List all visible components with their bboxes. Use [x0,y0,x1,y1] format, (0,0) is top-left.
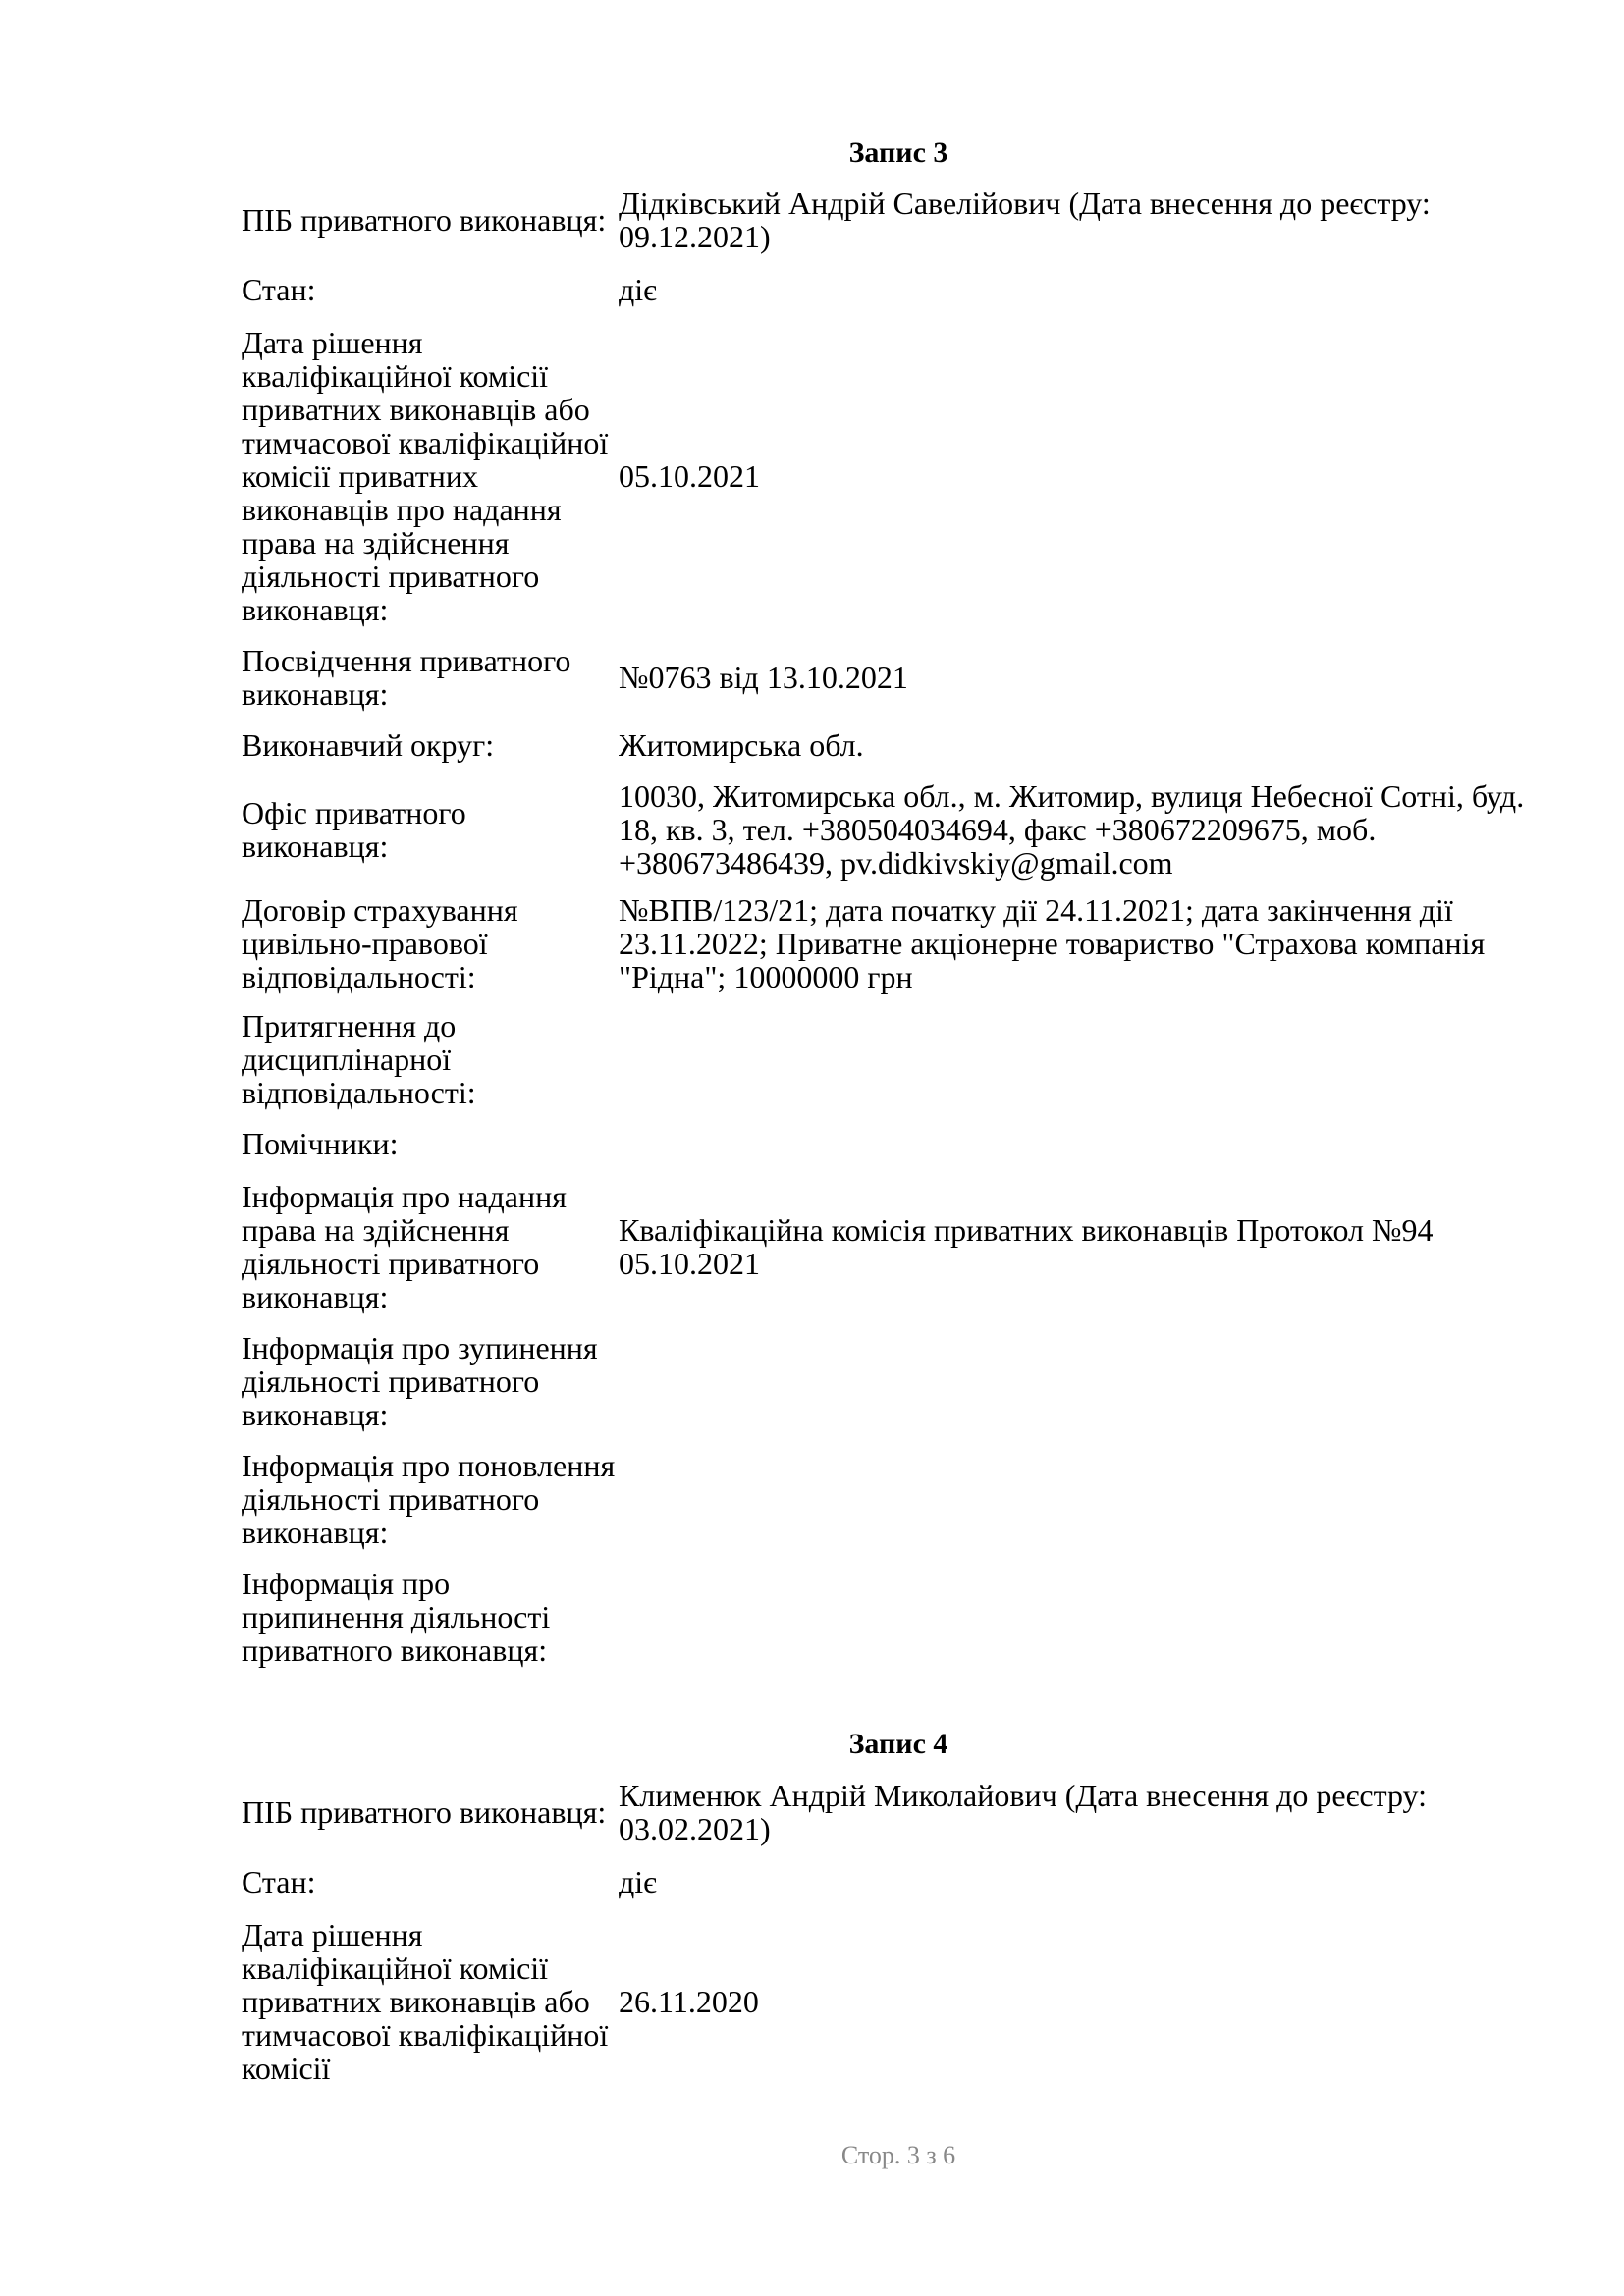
field-label: Виконавчий округ: [242,727,495,763]
record-3-row-district [242,728,1547,762]
field-label: Посвідчення приватного виконавця: [242,643,571,712]
field-value: діє [619,272,657,307]
record-4-title: Запис 4 [848,1728,948,1760]
record-4-row-decision-date [242,1918,1547,2085]
field-value: діє [619,1864,657,1899]
field-label: Стан: [242,272,316,307]
field-value: №ВПВ/123/21; дата початку дії 24.11.2021; дата закінчення дії 23.11.2022; Приватне акціонерне товариство "Страхова компанія "Рідна"; 10000000 грн [619,892,1486,994]
field-label: Офіс приватного виконавця: [242,795,466,864]
page-number: Стор. 3 з 6 [840,2141,956,2169]
field-value: 10030, Житомирська обл., м. Житомир, вулиця Небесної Сотні, буд. 18, кв. 3, тел. +380504034694, факс +380672209675, моб. +380673486439, pv.didkivskiy@gmail.com [619,778,1525,881]
field-label: Інформація про припинення діяльності приватного виконавця: [242,1566,551,1668]
record-3-row-decision-date [242,326,1547,626]
field-value: №0763 від 13.10.2021 [619,660,908,695]
record-3-row-status [242,273,1547,306]
record-3-row-insurance [242,893,1547,993]
record-3-row-office [242,779,1547,880]
field-label: Інформація про поновлення діяльності приватного виконавця: [242,1448,616,1550]
record-3-table [242,187,1547,1667]
record-4-row-name [242,1779,1547,1845]
field-label: ПІБ приватного виконавця: [242,1794,607,1830]
field-label: Договір страхування цивільно-правової відповідальності: [242,892,518,994]
field-value: 05.10.2021 [619,458,760,494]
record-3-row-discipline [242,1009,1547,1109]
field-label: ПІБ приватного виконавця: [242,202,607,238]
record-3-row-suspension [242,1331,1547,1431]
field-value: Житомирська обл. [619,727,864,763]
field-label: Помічники: [242,1126,399,1161]
field-label: Інформація про зупинення діяльності приватного виконавця: [242,1330,598,1432]
record-3-title: Запис 3 [848,136,948,169]
field-value: Клименюк Андрій Миколайович (Дата внесення до реєстру: 03.02.2021) [619,1778,1427,1846]
record-3-row-name [242,187,1547,253]
record-4-table [242,1779,1547,2085]
field-label: Дата рішення кваліфікаційної комісії приватних виконавців або тимчасової кваліфікаційної комісії приватних виконавців про надання права на здійснення діяльності приватного виконавця: [242,325,609,627]
field-label: Притягнення до дисциплінарної відповідальності: [242,1008,476,1110]
field-label: Стан: [242,1864,316,1899]
field-label: Дата рішення кваліфікаційної комісії приватних виконавців або тимчасової кваліфікаційної комісії [242,1917,609,2086]
field-value: 26.11.2020 [619,1984,759,2019]
field-value: Кваліфікаційна комісія приватних виконавців Протокол №94 05.10.2021 [619,1212,1434,1281]
record-4-row-status [242,1865,1547,1898]
record-3-row-termination [242,1567,1547,1667]
field-value: Дідківський Андрій Савелійович (Дата внесення до реєстру: 09.12.2021) [619,186,1431,254]
record-3-row-certificate [242,644,1547,711]
record-3-row-renewal [242,1449,1547,1549]
field-label: Інформація про надання права на здійснення діяльності приватного виконавця: [242,1179,567,1314]
record-3-row-right-granted [242,1180,1547,1313]
record-3-row-assistants [242,1127,1547,1160]
